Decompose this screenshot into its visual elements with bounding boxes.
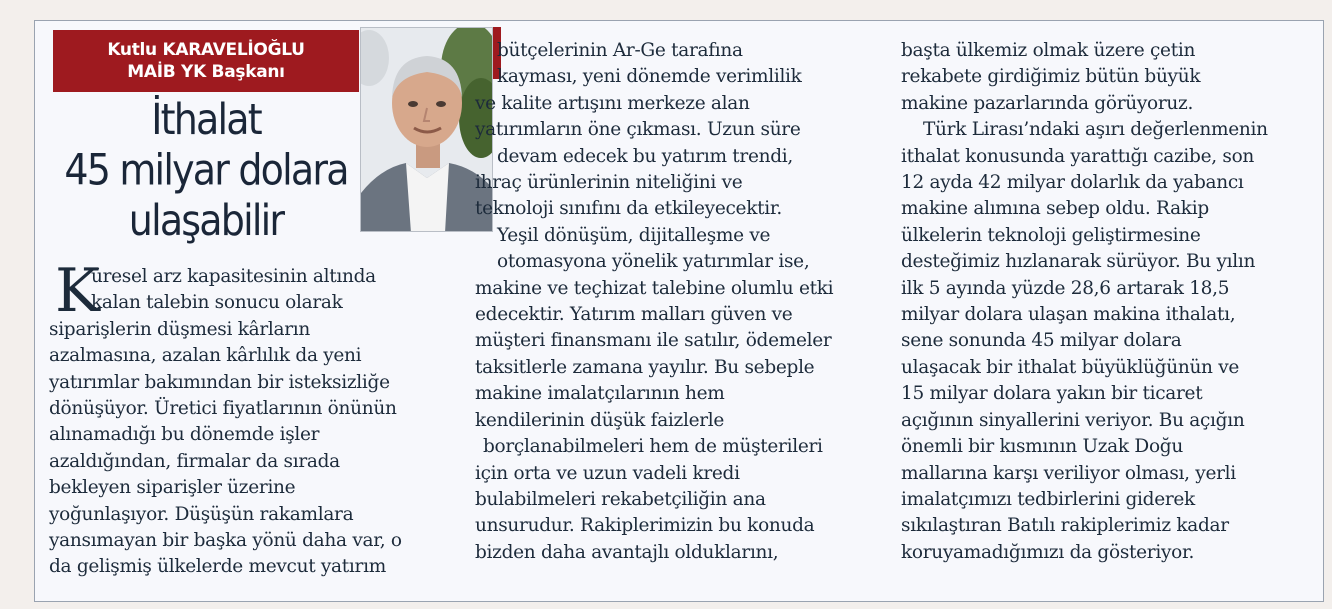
text-line: yatırımlar bakımından bir isteksizliğe: [49, 371, 390, 393]
text-line: ilk 5 ayında yüzde 28,6 artarak 18,5: [901, 277, 1230, 299]
text-line: 12 ayda 42 milyar dolarlık da yabancı: [901, 172, 1244, 194]
author-portrait: [360, 27, 493, 232]
text-line: azaldığından, firmalar da sırada: [49, 450, 340, 472]
article-column-1: [49, 264, 402, 581]
text-line: dönüşüyor. Üretici fiyatlarının önünün: [49, 398, 397, 420]
text-line: makine alımına sebep oldu. Rakip: [901, 198, 1209, 220]
article-headline: [53, 95, 359, 246]
headline-line-2: 45 milyar dolara: [64, 145, 348, 195]
text-line: bekleyen siparişler üzerine: [49, 477, 296, 499]
text-line: devam edecek bu yatırım trendi,: [497, 145, 793, 167]
text-line: ülkelerin teknoloji geliştirmesine: [901, 224, 1201, 246]
text-line: azalmasına, azalan kârlılık da yeni: [49, 345, 362, 367]
text-line: yoğunlaşıyor. Düşüşün rakamlara: [49, 503, 354, 525]
text-line: ithalat konusunda yarattığı cazibe, son: [901, 145, 1255, 167]
text-line: başta ülkemiz olmak üzere çetin: [901, 40, 1196, 61]
text-line: desteğimiz hızlanarak sürüyor. Bu yılın: [901, 251, 1256, 273]
author-name: Kutlu KARAVELİOĞLU: [107, 40, 305, 60]
text-line: mallarına karşı veriliyor olması, yerli: [901, 462, 1236, 484]
portrait-image: [361, 28, 493, 232]
text-line: bütçelerinin Ar-Ge tarafına: [497, 40, 743, 61]
text-line: açığının sinyallerini veriyor. Bu açığın: [901, 409, 1245, 431]
newspaper-clipping: [34, 20, 1324, 602]
text-line: makine ve teçhizat talebine olumlu etki: [475, 277, 834, 299]
text-line: kayması, yeni dönemde verimlilik: [497, 66, 802, 88]
text-line: makine imalatçılarının hem: [475, 383, 725, 405]
text-line: ve kalite artışını merkeze alan: [475, 92, 750, 114]
text-line: yatırımların öne çıkması. Uzun süre: [475, 119, 801, 141]
text-line: için orta ve uzun vadeli kredi: [475, 462, 740, 484]
article-column-2: [475, 38, 833, 566]
text-line: yansımayan bir başka yönü daha var, o: [49, 530, 402, 552]
text-line: milyar dolara ulaşan makina ithalatı,: [901, 304, 1236, 326]
author-byline: [53, 30, 359, 92]
text-line: borçlanabilmeleri hem de müşterileri: [483, 436, 823, 458]
text-line: edecektir. Yatırım malları güven ve: [475, 304, 793, 326]
text-line: 15 milyar dolara yakın bir ticaret: [901, 383, 1203, 405]
text-line: Yeşil dönüşüm, dijitalleşme ve: [497, 224, 771, 246]
text-line: kalan talebin sonucu olarak: [91, 292, 343, 314]
text-line: ulaşacak bir ithalat büyüklüğünün ve: [901, 356, 1240, 378]
text-line: Türk Lirası’ndaki aşırı değerlenmenin: [923, 119, 1268, 141]
author-role: MAİB YK Başkanı: [127, 62, 285, 82]
text-line: teknoloji sınıfını da etkileyecektir.: [475, 198, 782, 220]
text-line: imalatçımızı tedbirlerini giderek: [901, 488, 1195, 510]
text-line: müşteri finansmanı ile satılır, ödemeler: [475, 330, 832, 352]
text-line: taksitlerle zamana yayılır. Bu sebeple: [475, 356, 815, 378]
text-line: da gelişmiş ülkelerde mevcut yatırım: [49, 556, 386, 578]
headline-line-1: İthalat: [151, 95, 261, 145]
article-column-3: [901, 38, 1268, 566]
text-line: sene sonunda 45 milyar dolara: [901, 330, 1182, 352]
text-line: rekabete girdiğimiz bütün büyük: [901, 66, 1201, 88]
text-line: koruyamadığımızı da gösteriyor.: [901, 541, 1195, 563]
text-line: kendilerinin düşük faizlerle: [475, 409, 725, 431]
text-line: siparişlerin düşmesi kârların: [49, 318, 310, 340]
text-line: sıkılaştıran Batılı rakiplerimiz kadar: [901, 515, 1229, 537]
text-line: ihraç ürünlerinin niteliğini ve: [475, 172, 743, 194]
text-line: otomasyona yönelik yatırımlar ise,: [497, 251, 810, 273]
text-line: unsurudur. Rakiplerimizin bu konuda: [475, 515, 815, 537]
text-line: alınamadığı bu dönemde işler: [49, 424, 320, 446]
text-line: üresel arz kapasitesinin altında: [91, 266, 376, 287]
text-line: bizden daha avantajlı olduklarını,: [475, 541, 779, 563]
drop-cap: K: [55, 256, 100, 326]
text-line: makine pazarlarında görüyoruz.: [901, 92, 1194, 114]
text-line: önemli bir kısmının Uzak Doğu: [901, 436, 1183, 458]
headline-line-3: ulaşabilir: [128, 195, 284, 246]
text-line: bulabilmeleri rekabetçiliğin ana: [475, 488, 766, 510]
